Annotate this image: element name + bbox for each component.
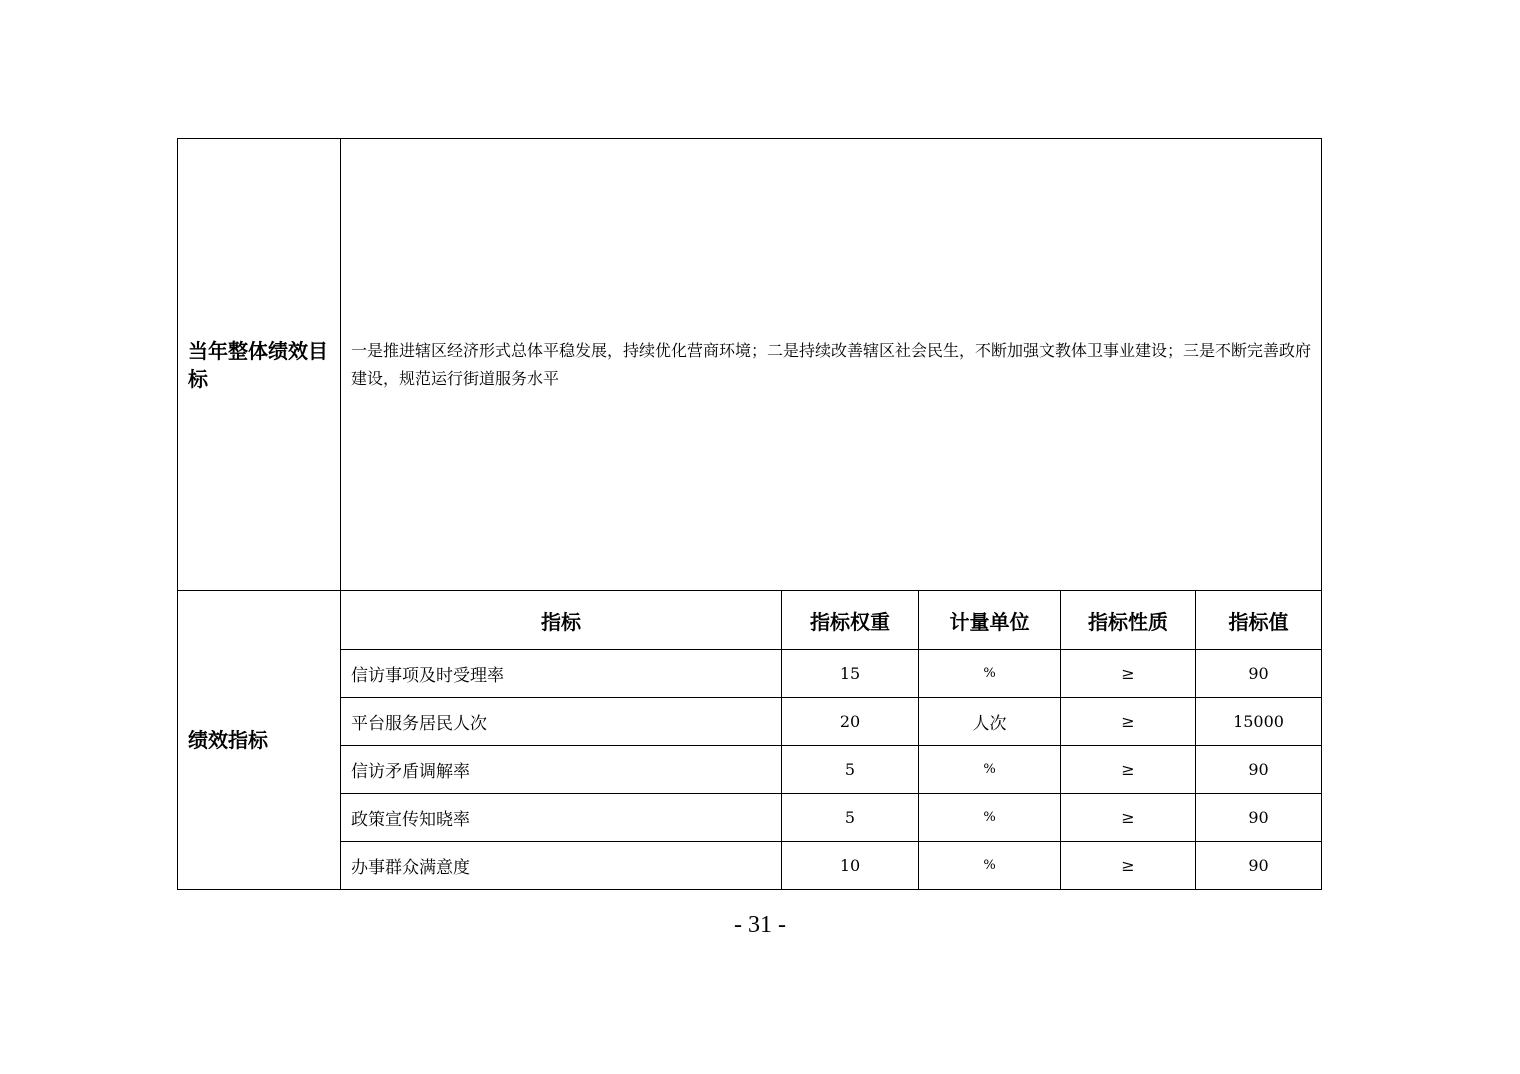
table-row [178,650,1322,698]
indicator-name: 信访事项及时受理率 [341,650,782,698]
indicator-nature: ≥ [1061,650,1196,698]
indicator-name: 政策宣传知晓率 [341,794,782,842]
goal-label: 当年整体绩效目标 [178,139,341,591]
table-row [178,842,1322,890]
indicator-nature: ≥ [1061,842,1196,890]
indicator-value: 90 [1196,842,1322,890]
indicator-name: 办事群众满意度 [341,842,782,890]
header-value: 指标值 [1196,591,1322,650]
indicator-unit: % [919,842,1061,890]
indicator-value: 90 [1196,794,1322,842]
indicator-name: 平台服务居民人次 [341,698,782,746]
header-unit: 计量单位 [919,591,1061,650]
indicator-value: 90 [1196,650,1322,698]
indicator-nature: ≥ [1061,698,1196,746]
indicator-header-row [178,591,1322,650]
header-indicator: 指标 [341,591,782,650]
performance-table [177,138,1322,890]
table-row [178,794,1322,842]
indicator-weight: 10 [782,842,919,890]
indicator-name: 信访矛盾调解率 [341,746,782,794]
page-number: - 31 - [734,912,786,938]
indicator-unit: % [919,650,1061,698]
indicator-unit: % [919,794,1061,842]
indicator-unit: % [919,746,1061,794]
indicator-unit: 人次 [919,698,1061,746]
indicator-nature: ≥ [1061,746,1196,794]
header-weight: 指标权重 [782,591,919,650]
header-nature: 指标性质 [1061,591,1196,650]
indicator-weight: 20 [782,698,919,746]
indicator-value: 15000 [1196,698,1322,746]
indicator-weight: 5 [782,794,919,842]
indicator-value: 90 [1196,746,1322,794]
indicators-label: 绩效指标 [178,591,341,890]
table-row [178,746,1322,794]
indicator-weight: 5 [782,746,919,794]
goal-text: 一是推进辖区经济形式总体平稳发展，持续优化营商环境；二是持续改善辖区社会民生，不断加强文教体卫事业建设；三是不断完善政府建设，规范运行街道服务水平 [341,139,1322,591]
table-row [178,698,1322,746]
indicator-weight: 15 [782,650,919,698]
indicator-nature: ≥ [1061,794,1196,842]
